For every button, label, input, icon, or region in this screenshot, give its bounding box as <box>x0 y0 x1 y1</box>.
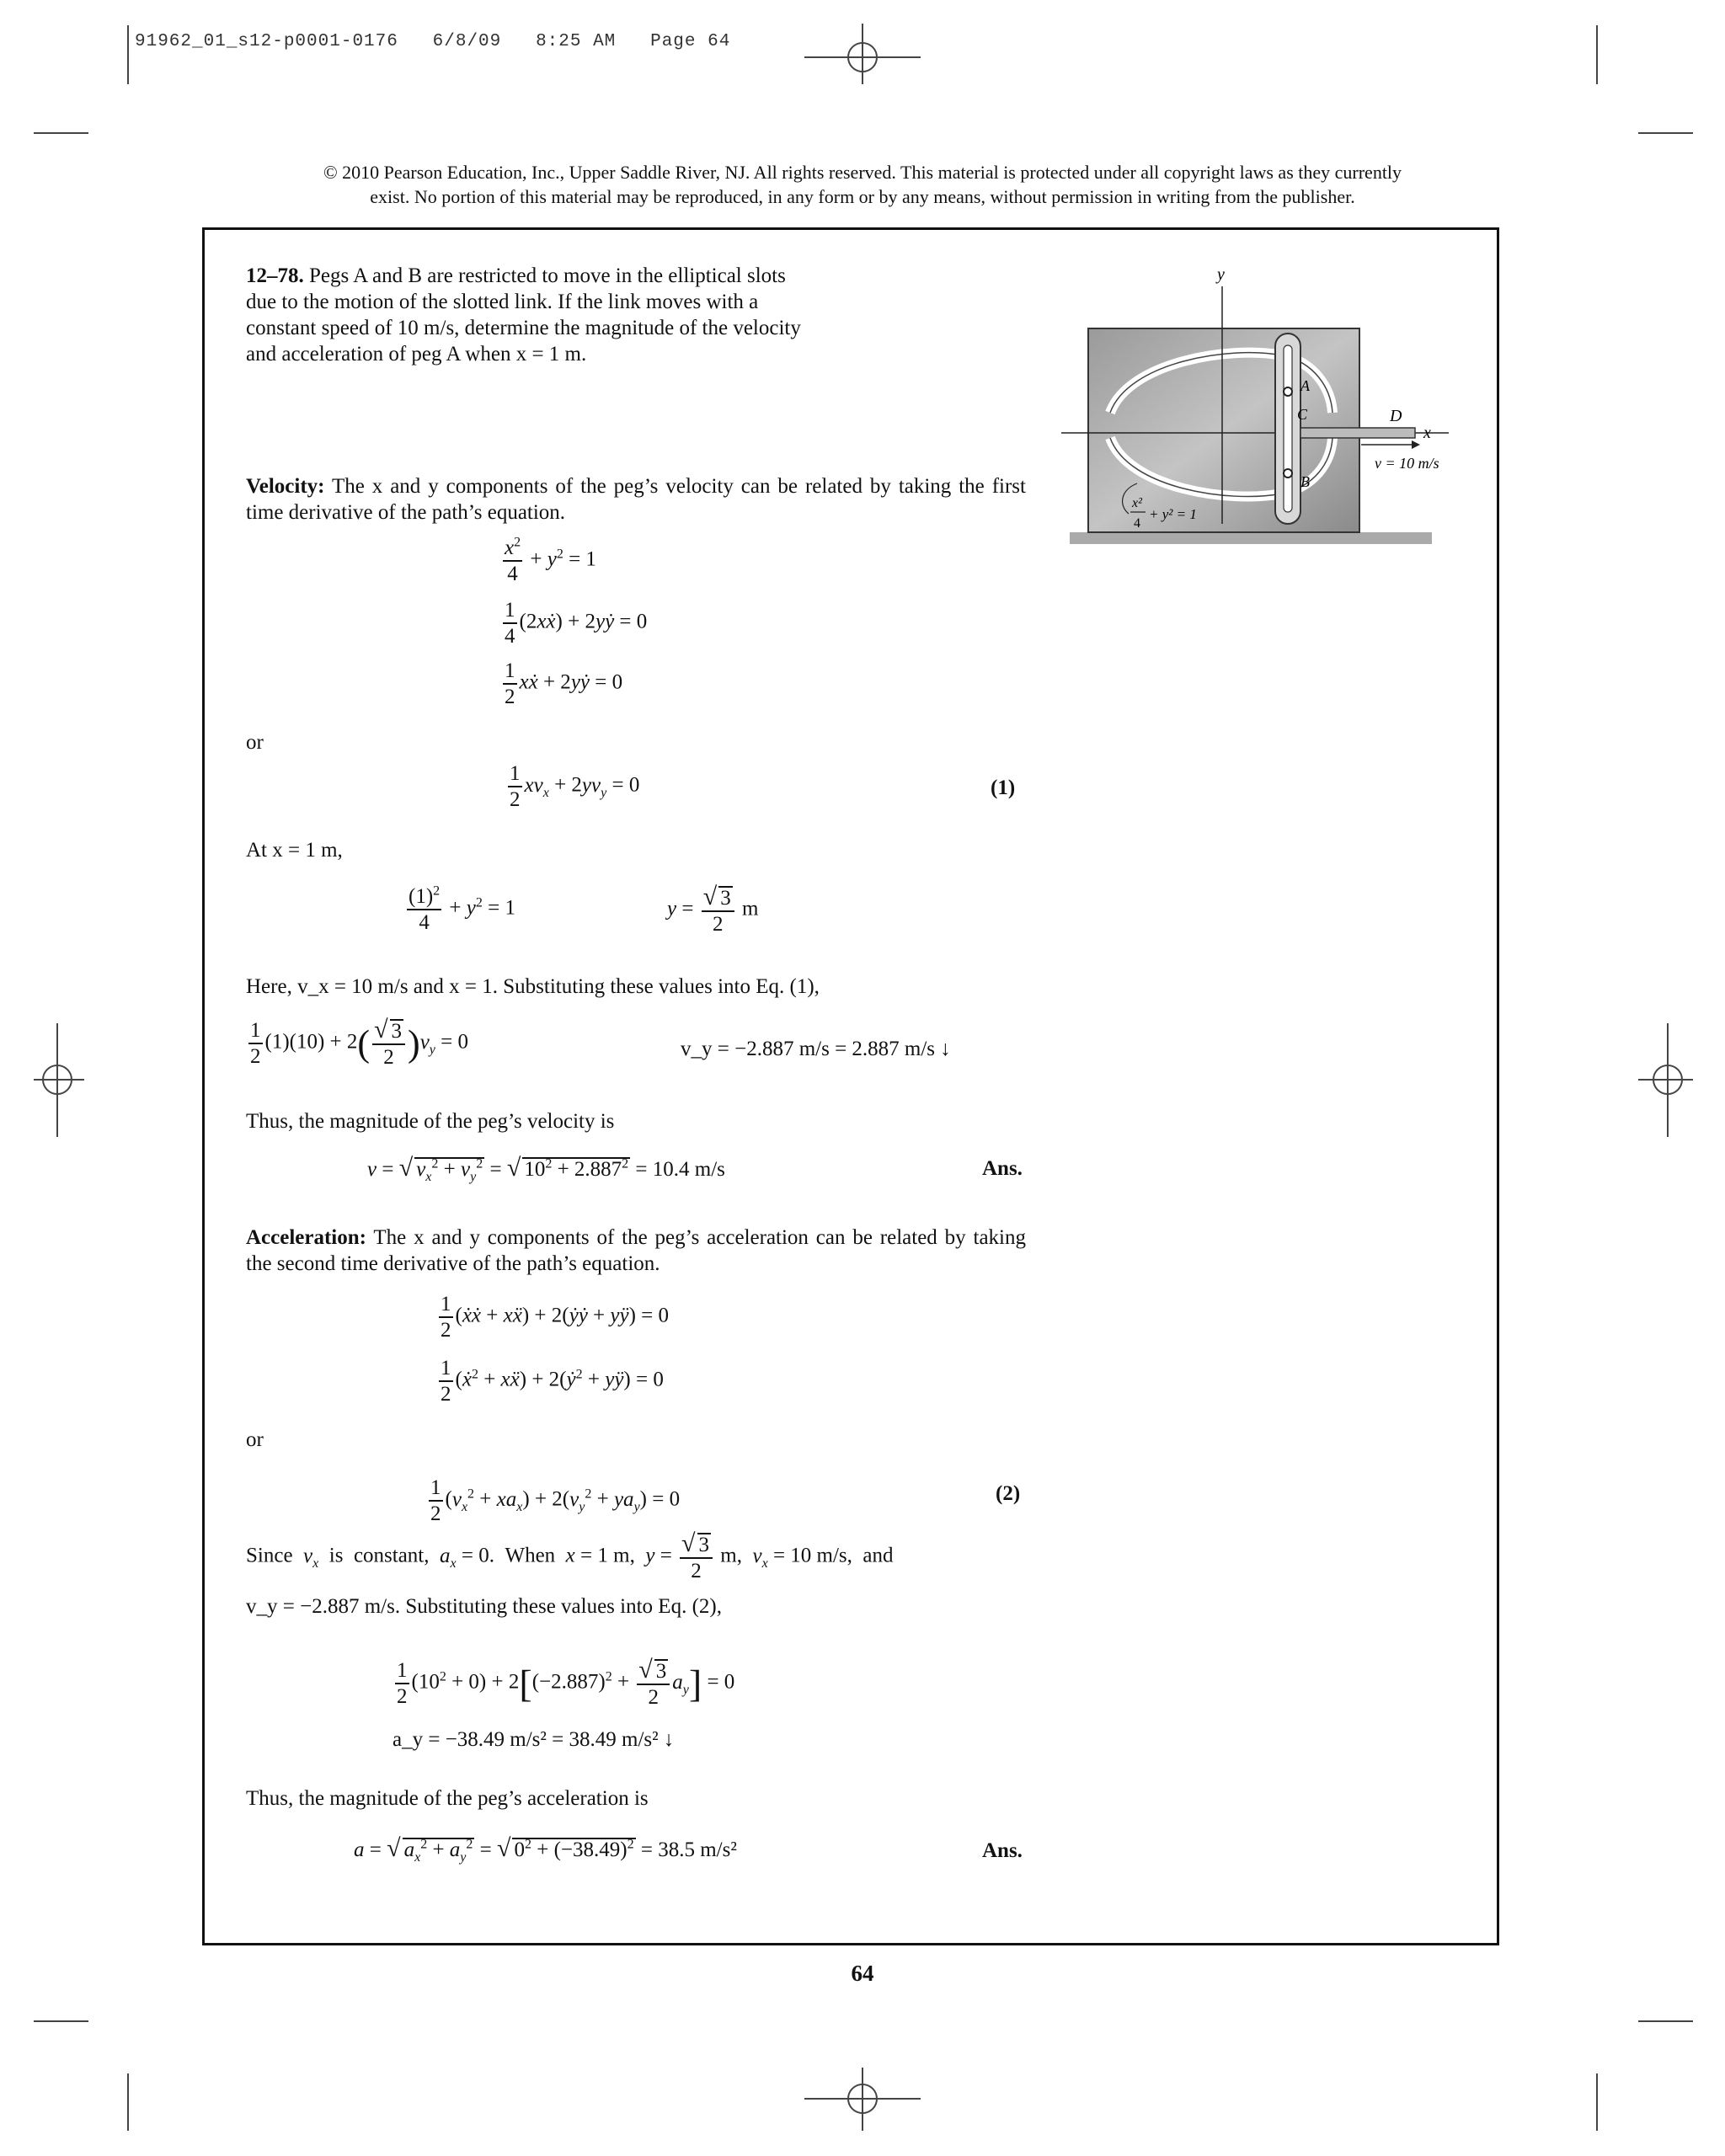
fig-x-label: x <box>1423 424 1431 442</box>
or-label-2: or <box>246 1428 264 1451</box>
velocity-magnitude-eq: v = √ $v_x^2 + v_y^2$ = √ $10^2 + 2.887^2 = 10.4$ m/s <box>367 1154 725 1184</box>
acceleration-magnitude-eq: a = √ $a_x^2 + a_y^2$ = √ $0^2 + (-38.49)^2 = 38.5$ m/s² <box>354 1834 737 1865</box>
acceleration-intro <box>246 1225 1026 1277</box>
copyright-line-1: © 2010 Pearson Education, Inc., Upper Saddle River, NJ. All rights reserved. This material is protected under all copyright laws as they currently <box>323 162 1402 183</box>
first-derivative-simplified: $\frac{1}{2}$ xẋ + 2yẏ = 0 <box>505 659 623 708</box>
peg-b <box>1284 469 1292 478</box>
copyright-line-2: exist. No portion of this material may be reproduced, in any form or by any means, without permission in writing from the publisher. <box>370 186 1355 207</box>
velocity-answer-tag: Ans. <box>982 1157 1023 1180</box>
ground-hatch <box>1070 532 1432 544</box>
fig-label-b: B <box>1300 473 1310 490</box>
vy-substitution-eq: $\frac{1}{2}$ (1)(10) + 2( $\frac{√ 3}{2}$ )$v_y = 0$ <box>250 1016 469 1069</box>
velocity-intro <box>246 473 1026 526</box>
problem-statement <box>246 263 810 367</box>
second-derivative-eq: $\frac{1}{2}$ (ẋẋ + xẍ) + 2(ẏẏ + yÿ) = 0 <box>441 1293 670 1342</box>
ay-substitution-eq: $\frac{1}{2}$ $(10^2 + 0) + 2[(-2.887)^2$ + $\frac{√ 3}{2}$ $a_y] = 0$ <box>397 1656 735 1709</box>
velocity-heading: Velocity: <box>246 475 325 498</box>
slotted-link-figure <box>1061 261 1474 564</box>
equation-1-number: (1) <box>991 776 1016 799</box>
registration-target-left <box>34 1023 84 1137</box>
fig-speed-label: v = 10 m/s <box>1375 455 1439 472</box>
since-text-line2: v_y = −2.887 m/s. Substituting these values into Eq. (2), <box>246 1595 722 1618</box>
problem-number: 12–78. <box>246 264 304 287</box>
at-x-text: At x = 1 m, <box>246 839 343 862</box>
equation-2: $\frac{1}{2}$ $(v_x^2 + xa_x) + 2(v_y^2 + ya_y) = 0$ <box>430 1476 681 1525</box>
ay-result: a_y = −38.49 m/s² = 38.49 m/s² ↓ <box>393 1728 675 1751</box>
velocity-intro-text: The x and y components of the peg’s velocity can be related by taking the first time derivative of the path’s equation. <box>246 475 1026 524</box>
here-text: Here, v_x = 10 m/s and x = 1. Substituting these values into Eq. (1), <box>246 975 820 998</box>
vy-result: v_y = −2.887 m/s = 2.887 m/s ↓ <box>681 1038 951 1060</box>
equation-2-number: (2) <box>996 1482 1021 1505</box>
acceleration-result: = 38.5 m/s² <box>640 1838 737 1861</box>
velocity-result: = 10.4 m/s <box>635 1158 725 1181</box>
or-label-1: or <box>246 731 264 754</box>
copyright-notice <box>202 160 1523 209</box>
registration-target-bottom <box>804 2068 921 2131</box>
page-number: 64 <box>851 1961 874 1986</box>
acceleration-intro-text: The x and y components of the peg’s acceleration can be related by taking the second time derivative of the path’s equation. <box>246 1226 1026 1275</box>
rod-d <box>1300 428 1415 438</box>
fig-eq-num: x² <box>1132 496 1142 510</box>
path-equation: $\frac{x^2}{4}$ + $y^2 = 1$ <box>505 535 596 585</box>
acceleration-answer-tag: Ans. <box>982 1839 1023 1862</box>
acceleration-thus-text: Thus, the magnitude of the peg’s acceleration is <box>246 1787 649 1810</box>
velocity-thus-text: Thus, the magnitude of the peg’s velocity is <box>246 1110 615 1133</box>
fig-label-c: C <box>1297 406 1308 423</box>
problem-text: Pegs A and B are restricted to move in the elliptical slots due to the motion of the slotted link. If the link moves with a constant speed of 10 m/s, determine the magnitude of the velocity and acceleration of peg A when x = 1 m. <box>246 264 801 366</box>
registration-target-right <box>1638 1023 1693 1137</box>
printer-slug: 91962_01_s12-p0001-0176 6/8/09 8:25 AM Page 64 <box>135 32 731 51</box>
registration-target-top <box>804 24 921 84</box>
acceleration-heading: Acceleration: <box>246 1226 366 1249</box>
peg-a <box>1284 387 1292 396</box>
y-substitution-eq: $\frac{(1)^2}{4}$ + $y^2 = 1$ <box>409 883 515 934</box>
first-derivative-eq: $\frac{1}{4}$ (2xẋ) + 2yẏ = 0 <box>505 599 648 648</box>
fig-label-d: D <box>1390 407 1402 425</box>
y-result: y = $\frac{√ 3}{2}$ m <box>667 883 759 936</box>
fig-label-a: A <box>1300 377 1310 394</box>
fig-y-label: y <box>1217 265 1225 284</box>
since-text: Since $v_x$ is constant, $a_x = 0$. When x = 1 m, y = $\frac{√ 3}{2}$ m, $v_x = 10$ m/s, and <box>246 1529 894 1582</box>
fig-eq-rest: + y² = 1 <box>1149 506 1197 522</box>
equation-1: $\frac{1}{2}$ $xv_x + 2yv_y = 0$ <box>510 762 640 811</box>
fig-eq-den: 4 <box>1134 516 1140 531</box>
second-derivative-simplified: $\frac{1}{2}$ (ẋ$^2$ + xẍ) + 2(ẏ$^2$ + yÿ) = 0 <box>441 1357 664 1406</box>
